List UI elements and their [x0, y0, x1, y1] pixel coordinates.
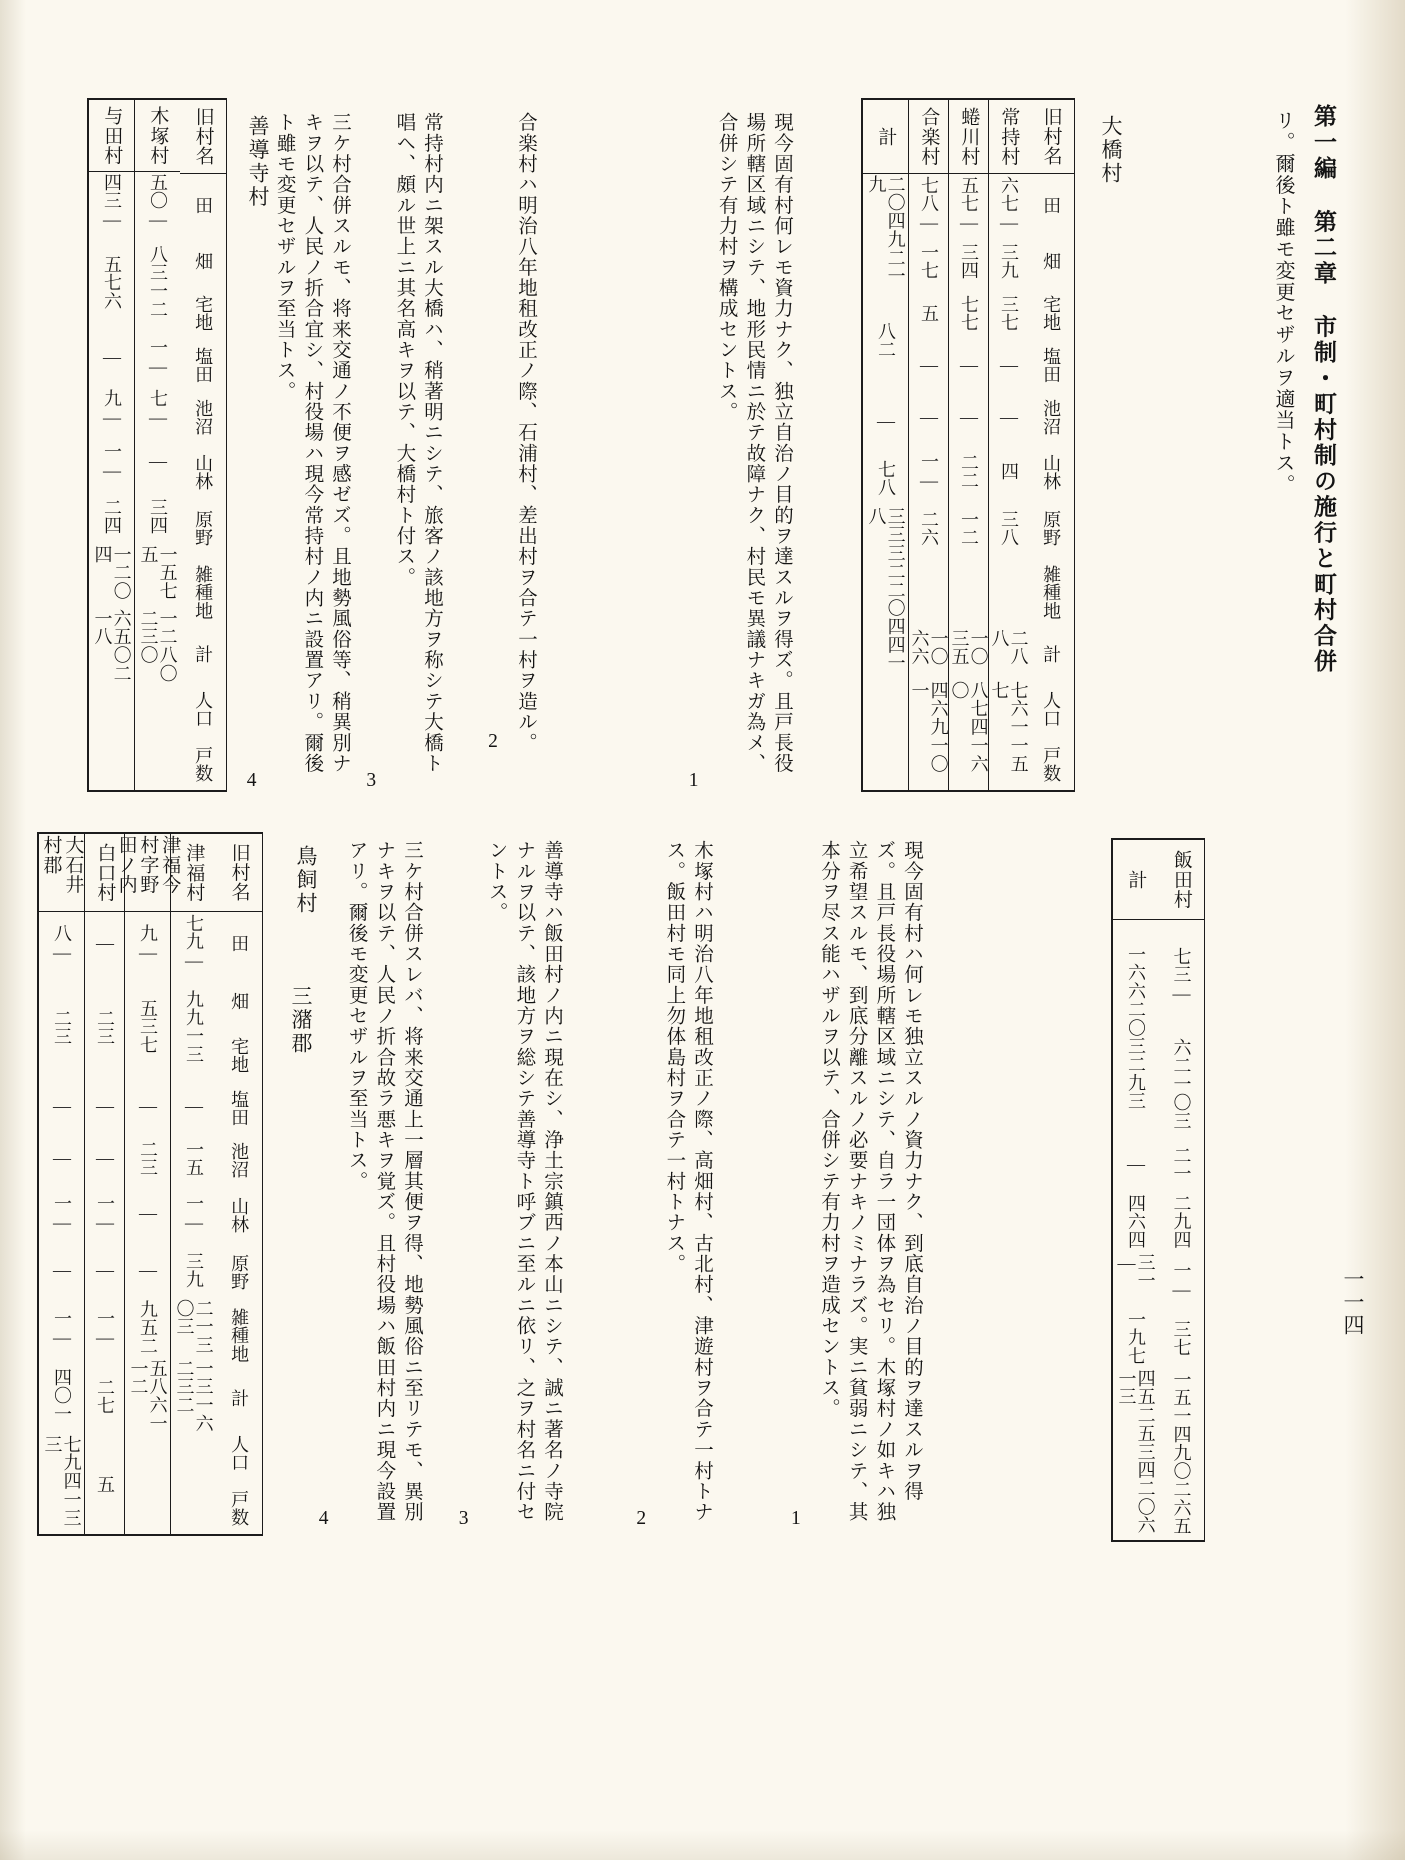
row-name: 大石井村郡: [40, 835, 84, 894]
col-head-genya: 原野: [229, 1253, 250, 1291]
cell-value: 八七四一六〇: [949, 680, 989, 773]
cell-value: 一―: [184, 1193, 205, 1233]
cell-value: 一五: [184, 1139, 205, 1177]
row-name: 計: [875, 126, 897, 147]
cell-value: 二三: [138, 1139, 159, 1177]
row-name: 津福今村字野田ノ内: [115, 835, 181, 894]
table-caption-ohashi: 大橋村: [1099, 115, 1123, 186]
col-head-takuchi: 宅地: [229, 1036, 250, 1074]
cell-value: 八三一二: [148, 245, 169, 319]
row-name: 常持村: [998, 107, 1020, 166]
cell-value: 三九: [999, 243, 1020, 280]
col-head-kosu: 戸数: [193, 745, 214, 783]
cell-value: 三三三二二〇四四一八: [866, 507, 906, 673]
cell-value: 三七: [999, 294, 1020, 332]
district-label-mizuma: 三潴郡: [289, 985, 313, 1056]
cell-value: 一―: [102, 441, 123, 481]
col-head-chisho: 池沼: [1041, 398, 1062, 436]
cell-value: 四六四: [1126, 1194, 1147, 1250]
paragraph-iida-1: [782, 840, 925, 1530]
cell-value: ―: [52, 1259, 73, 1281]
item-text: 木塚村ハ明治八年地租改正ノ際、高畑村、古北村、津遊村ヲ合テ一村トナス。飯田村モ同上勿体島村ヲ合テ一村トナス。: [663, 840, 712, 1523]
cell-value: 一―: [148, 338, 169, 377]
col-head-name: 旧村名: [228, 843, 250, 902]
cell-value: 六五〇二一八: [92, 608, 132, 682]
cell-value: ―: [959, 406, 980, 427]
cell-value: 二八八: [989, 628, 1029, 666]
item-text: 三ケ村合併スレバ、将来交通上一層其便ヲ得、地勢風俗ニ至リテモ、異別ナキヲ以テ、人民ノ折合故ラ悪キヲ覚ズ。且村役場ハ飯田村内ニ現今設置アリ。爾後モ変更セザルヲ至当トス。: [345, 840, 422, 1523]
cell-value: 七三―: [1171, 947, 1192, 1005]
col-head-ta: 田: [229, 933, 250, 953]
cell-value: 一〇六六: [909, 628, 949, 666]
cell-value: ―: [95, 1259, 116, 1281]
cell-value: 一六六二〇三二九三: [1126, 945, 1147, 1111]
cell-value: 二一: [1171, 1145, 1192, 1183]
cell-value: 一―: [1171, 1260, 1192, 1300]
table-row: [988, 100, 1028, 790]
paragraph-ohashi-4: [237, 112, 353, 792]
cell-value: 一―: [95, 1193, 116, 1233]
item-number: 4: [241, 769, 263, 792]
col-head-jinko: 人口: [229, 1434, 250, 1472]
table-row-total: [1112, 840, 1158, 1540]
col-head-kei: 計: [1041, 645, 1062, 664]
cell-value: 二一三〇三: [174, 1299, 214, 1355]
cell-value: ―: [95, 1147, 116, 1169]
cell-value: 一九七: [1126, 1310, 1147, 1366]
table-row: [134, 100, 180, 790]
cell-value: 七八―: [919, 176, 940, 234]
table-caption-iida: 飯田村: [1170, 850, 1192, 909]
cell-value: 四〇一: [52, 1368, 73, 1424]
col-head-sanrin: 山林: [229, 1196, 250, 1234]
col-head-ta: 田: [193, 195, 214, 214]
cell-value: ―: [184, 1095, 205, 1117]
table-ohashi: [861, 98, 1075, 792]
col-head-enden: 塩田: [193, 346, 214, 384]
table-row: [115, 834, 181, 1534]
col-head-hata: 畑: [1041, 252, 1062, 271]
cell-value: 一二: [959, 509, 980, 547]
item-number: 3: [453, 1507, 475, 1530]
cell-value: 九―: [138, 923, 159, 963]
cell-value: 二三: [95, 1008, 116, 1046]
cell-value: 三八: [999, 509, 1020, 547]
item-text: 善導寺ハ飯田村ノ内ニ現在シ、浄土宗鎮西ノ本山ニシテ、誠ニ著名ノ寺院ナルヲ以テ、該地方ヲ総シテ善導寺ト呼ブニ至ルニ依リ、之ヲ村名ニ付セントス。: [485, 840, 562, 1523]
table-iida: [1111, 838, 1205, 1542]
row-name: 津福村: [183, 843, 205, 902]
row-name: 蜷川村: [958, 107, 980, 166]
item-number: 2: [482, 730, 504, 753]
cell-value: 二〇四九二一九: [866, 175, 906, 286]
col-head-takuchi: 宅地: [1041, 294, 1062, 332]
col-head-kosu: 戸数: [229, 1489, 250, 1527]
cell-value: 一―: [52, 1308, 73, 1348]
cell-value: 一三一六二三二: [174, 1359, 214, 1433]
cell-value: 五三七: [138, 999, 159, 1055]
cell-value: 三四: [148, 498, 169, 535]
cell-value: 二二: [959, 453, 980, 490]
cell-value: 一二〇四: [92, 544, 132, 600]
cell-value: 一―: [95, 1308, 116, 1348]
cell-value: ―: [999, 354, 1020, 376]
col-head-kosu: 戸数: [1041, 745, 1062, 783]
col-head-jinko: 人口: [193, 690, 214, 728]
col-head-takuchi: 宅地: [193, 294, 214, 332]
cell-value: 五八六一一二: [128, 1359, 168, 1433]
item-number: 4: [313, 1507, 335, 1530]
col-head-ta: 田: [1041, 195, 1062, 214]
col-head-zasshu: 雑種地: [229, 1308, 250, 1364]
col-head-hata: 畑: [229, 991, 250, 1011]
cell-value: 五: [919, 303, 940, 323]
table-caption-zendoji: 善導寺村: [246, 115, 270, 210]
col-head-sanrin: 山林: [1041, 453, 1062, 491]
cell-value: 二三: [52, 1008, 73, 1046]
cell-value: ―: [876, 410, 897, 432]
cell-value: ―: [959, 354, 980, 376]
paragraph-ohashi-2: [479, 112, 539, 792]
col-head-zasshu: 雑種地: [1041, 564, 1062, 621]
cell-value: 二四: [102, 498, 123, 535]
cell-value: 七六一一五七: [989, 680, 1029, 773]
table-row: [84, 834, 124, 1534]
cell-value: ―: [138, 1259, 159, 1281]
table-header-column: [216, 834, 262, 1534]
cell-value: 九九一三: [184, 990, 205, 1064]
cell-value: ―: [999, 406, 1020, 427]
cell-value: ―: [1126, 1153, 1147, 1175]
cell-value: 八二: [876, 321, 897, 359]
item-text: 現今固有村ハ何レモ独立スルノ資力ナク、到底自治ノ目的ヲ達スルヲ得ズ。且戸長役場所轄区域ニシテ、自ラ一団体ヲ為セリ。木塚村ノ如キハ独立希望スルモ、到底分離スルノ必要ナキノミナラズ。実ニ貧弱ニシテ、其本分ヲ尽ス能ハザルヲ以テ、合併シテ有力村ヲ造成セントス。: [817, 840, 922, 1523]
cell-value: 一〇三五: [949, 628, 989, 666]
paragraph-ohashi-3: [357, 112, 445, 792]
cell-value: 二七: [95, 1377, 116, 1415]
item-text: 合楽村ハ明治八年地租改正ノ際、石浦村、差出村ヲ合テ一村ヲ造ル。: [515, 112, 536, 753]
col-head-name: 旧村名: [1040, 107, 1062, 166]
col-head-sanrin: 山林: [193, 453, 214, 491]
item-text: 三ケ村合併スルモ、将来交通ノ不便ヲ感ゼズ。且地勢風俗等、稍異別ナキヲ以テ、人民ノ折合宜シ、村役場ハ現今常持村ノ内ニ設置アリ。爾後ト雖モ変更セザルヲ至当トス。: [273, 112, 350, 774]
cell-value: 五七六: [102, 254, 123, 310]
item-number: 1: [785, 1507, 807, 1530]
row-name: 合楽村: [918, 107, 940, 166]
paragraph-ohashi-1: [679, 112, 795, 792]
cell-value: 四三―: [102, 173, 123, 231]
chapter-title: 第一編 第二章 市制・町村制の施行と町村合併: [1311, 104, 1336, 675]
col-head-kei: 計: [193, 645, 214, 664]
cell-value: ―: [95, 932, 116, 954]
cell-value: 三一―: [1116, 1253, 1156, 1290]
cell-value: 一七: [919, 243, 940, 280]
col-head-genya: 原野: [1041, 510, 1062, 548]
row-name: 木塚村: [147, 105, 169, 165]
col-head-jinko: 人口: [1041, 690, 1062, 728]
row-name: 与田村: [101, 105, 123, 165]
item-text: 常持村内ニ架スル大橋ハ、稍著明ニシテ、旅客ノ該地方ヲ称シテ大橋ト唱ヘ、頗ル世上ニ其名高キヲ以テ、大橋村ト付ス。: [393, 112, 442, 774]
col-head-name: 旧村名: [192, 107, 214, 166]
cell-value: 七九―: [184, 914, 205, 972]
cell-value: 五: [95, 1474, 116, 1494]
cell-value: 一―: [919, 452, 940, 491]
cell-value: ―: [52, 1095, 73, 1117]
cell-value: 一二八〇二三〇: [138, 608, 178, 682]
paragraph-iida-2: [627, 840, 715, 1530]
cell-value: 七八: [876, 459, 897, 497]
paragraph-iida-4: [309, 840, 425, 1530]
cell-value: 七―: [148, 388, 169, 428]
cell-value: 五〇―: [148, 173, 169, 231]
col-head-chisho: 池沼: [229, 1141, 250, 1179]
cell-value: 四: [999, 462, 1020, 481]
cell-value: 七七: [959, 294, 980, 332]
row-name: 白口村: [94, 843, 116, 902]
col-head-chisho: 池沼: [193, 398, 214, 436]
table-row-total: [862, 100, 908, 790]
table-row: [948, 100, 988, 790]
cell-value: ―: [52, 1147, 73, 1169]
cell-value: ―: [919, 354, 940, 376]
item-number: 1: [683, 769, 705, 792]
cell-value: 四五二五三四二〇六一三: [1116, 1369, 1156, 1535]
cell-value: 八―: [52, 923, 73, 963]
table-row: [908, 100, 948, 790]
cell-value: 九五二: [138, 1300, 159, 1356]
cell-value: 六七―: [999, 176, 1020, 234]
section-title-torikai: 鳥飼村: [294, 845, 318, 916]
cell-value: 五七―: [959, 176, 980, 234]
cell-value: ―: [95, 1095, 116, 1117]
paragraph-iida-3: [449, 840, 565, 1530]
col-head-enden: 塩田: [229, 1089, 250, 1127]
col-head-hata: 畑: [193, 252, 214, 271]
cell-value: ―: [138, 1202, 159, 1224]
table-row: [170, 834, 216, 1534]
cell-value: ―: [138, 1095, 159, 1117]
item-text: 現今固有村何レモ資力ナク、独立自治ノ目的ヲ達スルヲ得ズ。且戸長役場所轄区域ニシテ、地形民情ニ於テ故障ナク、村民モ異議ナキガ為メ、合併シテ有力村ヲ構成セントス。: [715, 112, 792, 774]
table-torikai: [37, 832, 263, 1536]
cell-value: ―: [919, 406, 940, 427]
cell-value: 二九四: [1171, 1194, 1192, 1250]
col-head-zasshu: 雑種地: [193, 564, 214, 621]
cell-value: 二六: [919, 509, 940, 547]
cell-value: 三九: [184, 1251, 205, 1289]
cell-value: 六二一〇三: [1171, 1038, 1192, 1130]
lead-text: リ。爾後ト雖モ変更セザルヲ適当トス。: [1272, 110, 1294, 496]
cell-value: 四六九一〇一: [909, 680, 949, 773]
cell-value: 七九四一三三: [42, 1435, 82, 1527]
cell-value: 一五七五: [138, 544, 178, 600]
table-zendoji: [87, 98, 227, 792]
table-row: [88, 100, 134, 790]
table-row-total: [38, 834, 84, 1534]
item-number: 3: [360, 769, 382, 792]
cell-value: 三四: [959, 243, 980, 280]
col-head-enden: 塩田: [1041, 346, 1062, 384]
cell-value: 九―: [102, 388, 123, 428]
table-header-column: [180, 100, 226, 790]
col-head-genya: 原野: [193, 510, 214, 548]
row-name: 計: [1125, 869, 1147, 890]
cell-value: 三七: [1171, 1319, 1192, 1357]
cell-value: ―: [102, 347, 123, 368]
table-header-column: [1028, 100, 1074, 790]
page-number: 一一四: [1341, 1268, 1365, 1338]
col-head-kei: 計: [229, 1388, 250, 1408]
table-header-column: [1158, 840, 1204, 1540]
item-number: 2: [630, 1507, 652, 1530]
cell-value: 一―: [52, 1193, 73, 1233]
cell-value: 一五一四九〇二六五: [1171, 1370, 1192, 1536]
cell-value: ―: [148, 451, 169, 472]
